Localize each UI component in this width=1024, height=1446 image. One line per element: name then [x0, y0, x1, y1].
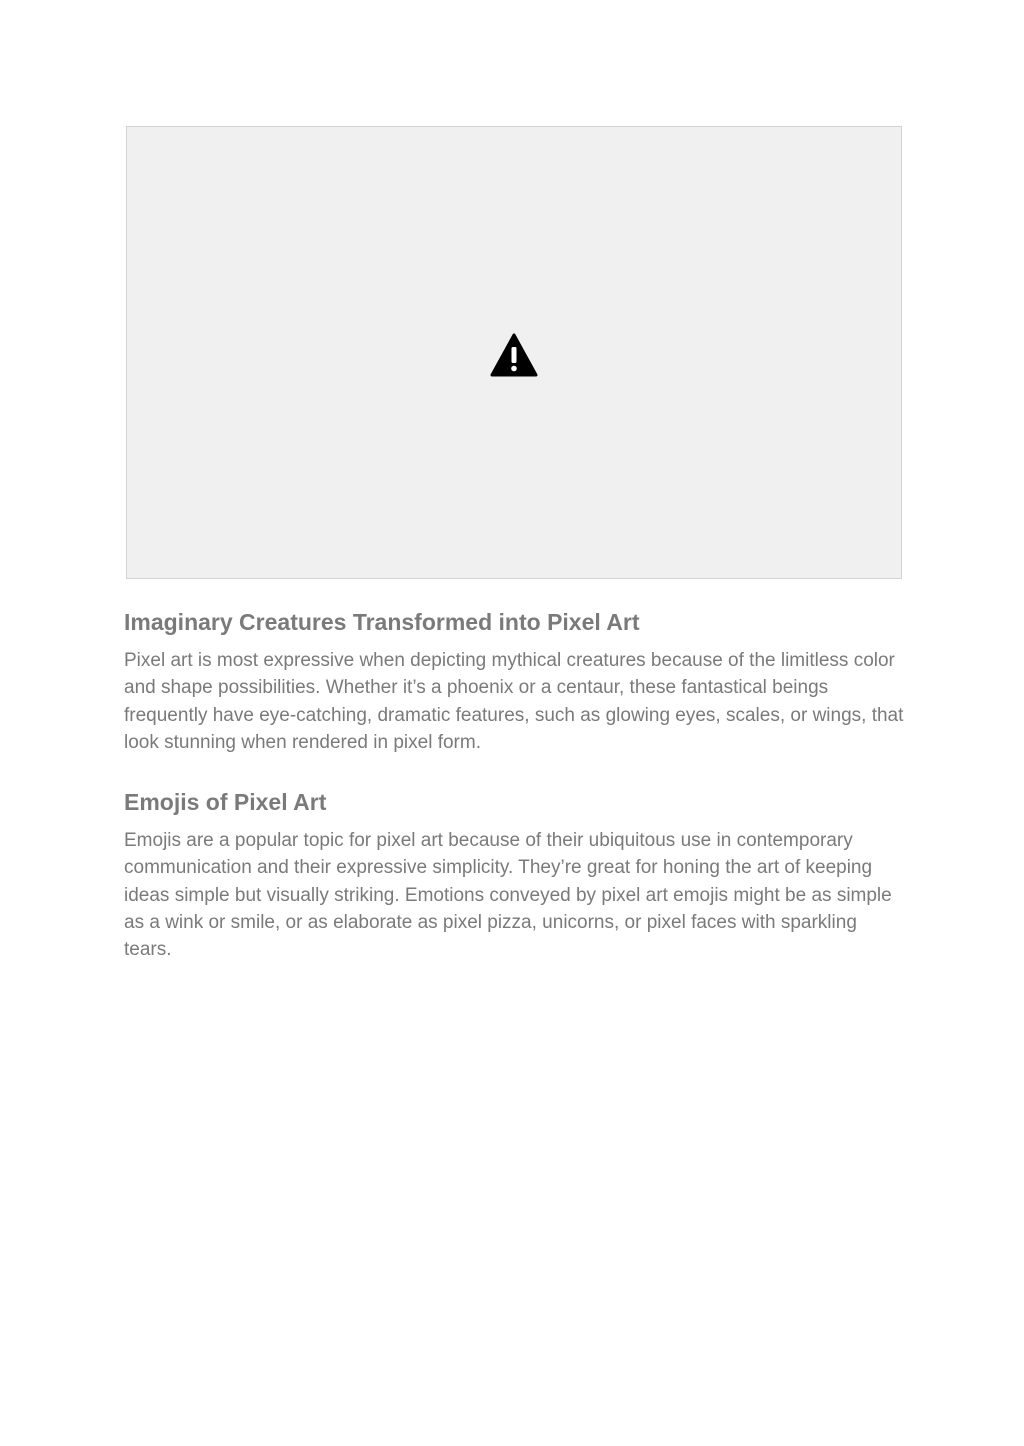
section-heading: Emojis of Pixel Art	[124, 789, 327, 815]
warning-triangle-icon	[490, 333, 538, 377]
broken-image-placeholder	[126, 126, 902, 579]
section-imaginary-creatures	[124, 606, 904, 756]
section-heading: Imaginary Creatures Transformed into Pixel Art	[124, 609, 640, 635]
section-paragraph: Pixel art is most expressive when depicting mythical creatures because of the limitless color and shape possibilities. Whether it’s a phoenix or a centaur, these fantastical beings frequently have eye-catching, dramatic features, such as glowing eyes, scales, or wings, that look stunning when rendered in pixel form.	[124, 650, 904, 753]
section-emojis	[124, 786, 904, 963]
section-paragraph: Emojis are a popular topic for pixel art because of their ubiquitous use in contemporary communication and their expressive simplicity. They’re great for honing the art of keeping ideas simple but visually striking. Emotions conveyed by pixel art emojis might be as simple as a wink or smile, or as elaborate as pixel pizza, unicorns, or pixel faces with sparkling tears.	[124, 830, 892, 960]
article-content	[124, 606, 904, 963]
